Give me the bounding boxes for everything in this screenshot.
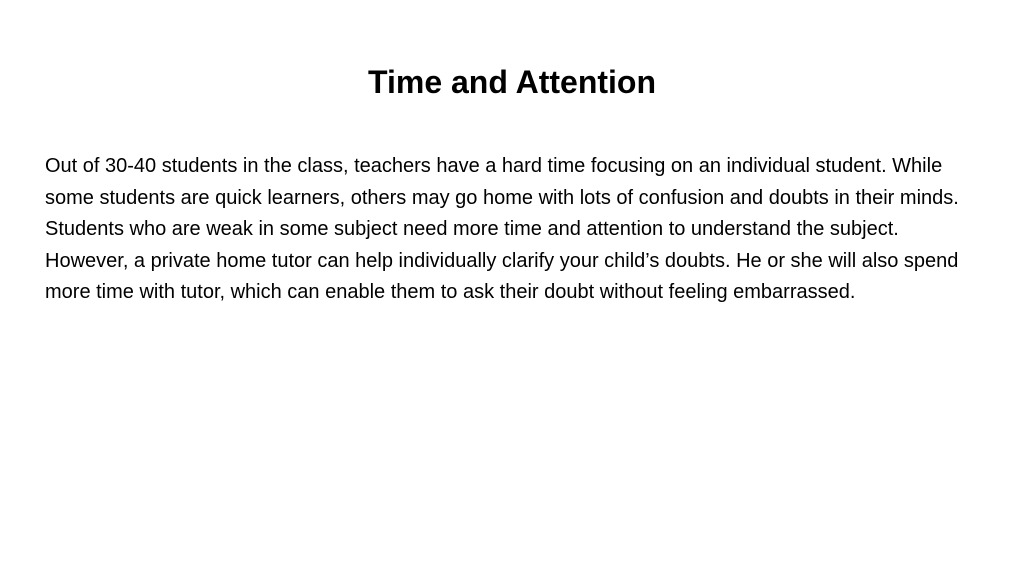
slide-body-text: Out of 30-40 students in the class, teachers have a hard time focusing on an individual student. While some students are quick learners, others may go home with lots of confusion and doubts in their minds. Students who are weak in some subject need more time and attention to understand the subject. However, a private home tutor can help individually clarify your child’s doubts. He or she will also spend more time with tutor, which can enable them to ask their doubt without feeling embarrassed. bbox=[45, 155, 959, 303]
slide-title: Time and Attention bbox=[368, 64, 656, 100]
